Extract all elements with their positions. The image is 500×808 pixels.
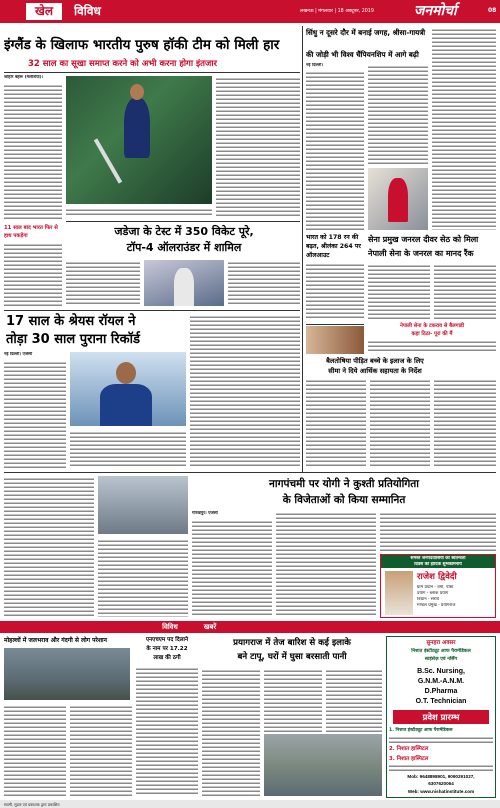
nepal-body-col1 xyxy=(368,263,430,321)
cake-headline-2: सीमा ने दिये आर्थिक सहायता के निर्देश xyxy=(328,367,422,375)
jadeja-headline-2: टॉप-4 ऑलराउंडर में शामिल xyxy=(126,241,242,254)
jadeja-headline: जडेजा के टेस्ट में 350 विकेट पूरे, xyxy=(114,225,254,238)
badminton-photo xyxy=(368,168,428,230)
divider xyxy=(4,310,300,311)
iyer-photo xyxy=(70,352,186,426)
ad-institute-name-2: साइंसेज़ एवं नर्सिंग xyxy=(424,657,458,662)
ad-contact-2: 2. निशात हास्पिटल xyxy=(389,746,429,752)
rajesh-ad xyxy=(380,554,496,618)
bharat-headline-2: बढ़त, श्रीलंका 264 पर xyxy=(306,243,361,250)
rain-body-col3 xyxy=(326,668,382,732)
left-rain-headline: मोहल्लों में जलभराव और गंदगी से लोग परेशान xyxy=(4,637,107,644)
nhm-headline-3: लाख की ठगी xyxy=(153,655,181,661)
divider xyxy=(4,72,300,73)
nhm-body xyxy=(136,666,198,796)
ad-institute-name: निशात इंस्टीट्यूट आफ पैरामेडिकल xyxy=(411,649,471,654)
rain-left-body-col1 xyxy=(4,704,66,796)
yogi-dateline: गोरखपुर। एजेंसी xyxy=(192,511,218,516)
iyer-body-col2 xyxy=(70,430,186,468)
badminton-headline-2: की जोड़ी भी विश्व चैंपियनशिप में आगे बढ़ी xyxy=(306,50,419,59)
nepal-sub-body xyxy=(368,339,496,351)
ad-website: Web: www.nishatinstitute.com xyxy=(407,789,475,794)
hockey-sidebar-head: 11 साल बाद भारत फिर से हाथ पकड़ेगा xyxy=(4,225,58,239)
bharat-headline-3: ऑलआउट xyxy=(306,252,330,259)
ad-contact-3-addr xyxy=(389,763,493,771)
ad-admission-banner: प्रवेश प्रारम्भ xyxy=(393,710,489,724)
nepal-subhead: नेपाली सेना के टकराव से बैलगाडी xyxy=(399,323,465,329)
jadeja-body-col3 xyxy=(228,260,300,306)
divider xyxy=(4,472,496,473)
yogi-headline: नागपंचमी पर योगी ने कुश्ती प्रतियोगिता xyxy=(269,478,419,490)
nepal-headline: सेना प्रमुख जनरल दीवर सेठ को मिला xyxy=(368,235,479,244)
yogi-body-col2 xyxy=(276,511,376,617)
iyer-headline-2: तोड़ा 30 साल पुराना रिकॉर्ड xyxy=(6,332,140,347)
rajesh-name: राजेश द्विवेदी xyxy=(417,572,457,582)
iyer-body-col1 xyxy=(4,360,66,468)
player-head xyxy=(130,84,144,100)
rajesh-line-1: ग्राम प्रधान - वर्मा, पोस्ट xyxy=(417,585,454,590)
rain-headline-2: बने टापू, घरों में घुसा बरसाती पानी xyxy=(237,652,347,662)
nhm-headline: एनएचएम पद दिलाने xyxy=(145,637,189,643)
divider xyxy=(306,324,364,325)
rajesh-photo xyxy=(385,571,413,615)
nepal-subhead-2: कहा ठिठा- पूरा की मैं xyxy=(411,331,453,337)
bharat-headline: भारत को 178 रन की xyxy=(306,234,359,241)
left-story-body-2 xyxy=(98,538,188,617)
yogi-body-col1 xyxy=(192,519,272,617)
rajesh-line-3: विधान - सराय xyxy=(417,597,440,602)
nepal-body-col2 xyxy=(434,263,496,321)
hockey-photo xyxy=(66,76,212,204)
section-label-khel: खेल xyxy=(26,3,62,20)
ad-greeting: समस्त जनपदवासियों को स्वतन्त्रता xyxy=(410,556,466,561)
nepal-headline-2: नेपाली सेना के जनरल का मानद रैंक xyxy=(368,249,474,258)
hockey-dateline: जोहोर बहरू (मलेशिया)। xyxy=(4,75,44,80)
yogi-body-col3 xyxy=(380,511,496,551)
cake-photo xyxy=(306,326,364,354)
hockey-body-col3 xyxy=(216,76,300,218)
hockey-stick xyxy=(94,138,122,183)
iyer-body-col3 xyxy=(190,314,300,468)
badminton-body-col2 xyxy=(368,64,428,164)
rain-headline: प्रयागराज में तेज बारिश से कई इलाके xyxy=(233,638,351,648)
ad-course-2: G.N.M.-A.N.M. xyxy=(417,678,465,685)
lower-section-bar xyxy=(0,621,500,633)
cake-headline: बैलतोषिया पीड़ित बच्चे के इलाज के लिए xyxy=(326,357,424,365)
lower-label-khabre: खबरें xyxy=(203,623,217,631)
divider xyxy=(66,221,300,222)
rain-body-col1 xyxy=(202,668,260,796)
iyer-head xyxy=(116,362,136,384)
dateline: लखनऊ | मंगलवार | 18 अक्टूबर, 2019 xyxy=(300,9,374,14)
nhm-headline-2: के नाम पर 17.22 xyxy=(146,646,188,652)
ad-greeting-2: दिवस की हार्दिक शुभकामनायें xyxy=(414,562,462,567)
right-column-body xyxy=(432,27,496,230)
rain-photo xyxy=(4,648,130,700)
hockey-headline: इंग्लैंड के खिलाफ भारतीय पुरुष हॉकी टीम को मिली हार xyxy=(4,37,280,53)
iyer-dateline: नई दिल्ली। एजेंसी xyxy=(4,352,33,357)
lower-label-vividh: विविध xyxy=(162,623,178,631)
badminton-dateline: नई दिल्ली। xyxy=(306,63,323,68)
hockey-body-col1 xyxy=(4,83,62,219)
cake-body-col2 xyxy=(370,378,430,468)
page-number: 08 xyxy=(488,7,497,14)
iyer-body xyxy=(100,384,152,426)
hockey-subhead: 32 साल का सूखा समाप्त करने को अभी करना होगा इंतजार xyxy=(28,59,218,69)
hockey-sidebar-body xyxy=(4,242,62,306)
left-story-photo xyxy=(98,476,188,534)
badminton-player xyxy=(388,178,408,222)
rain-body-col2 xyxy=(264,668,322,732)
badminton-body-col1 xyxy=(306,70,364,230)
institute-ad xyxy=(386,636,496,798)
hockey-photo-caption xyxy=(66,207,212,216)
masthead: जनमोर्चा xyxy=(414,3,457,19)
jadeja-body-col1 xyxy=(66,260,140,306)
ad-contact-1: 1. निशात इंस्टीट्यूट आफ पैरामेडिकल xyxy=(389,728,453,733)
column-divider xyxy=(302,26,303,472)
left-story-body xyxy=(4,476,94,617)
ad-course-3: D.Pharma xyxy=(424,688,458,695)
rajesh-line-2: प्रयाग - ब्लॉक प्रयाग xyxy=(417,591,449,596)
ad-mobile: Mob: 9648898901, 9090291027, xyxy=(407,774,475,779)
ad-sunahra: सुनहरा अवसर xyxy=(426,640,456,646)
badminton-headline: सिंधु न दूसरे दौर में बनाई जगह, श्रीसा-गायत्री xyxy=(306,28,426,37)
ad-contact-1-addr xyxy=(389,735,493,743)
footer-note: स्वामी, मुद्रक एवं प्रकाशक द्वारा प्रकाशित xyxy=(4,802,60,807)
flood-photo xyxy=(264,734,382,796)
cake-body-col1 xyxy=(306,378,366,468)
rajesh-line-4: मण्डल प्रमुख - प्रयागराज xyxy=(417,603,456,608)
bharat-body xyxy=(306,262,364,320)
section-label-vividh: विविध xyxy=(74,4,101,18)
yogi-headline-2: के विजेताओं को किया सम्मानित xyxy=(282,494,406,506)
iyer-headline: 17 साल के श्रेयस रॉयल ने xyxy=(6,314,136,329)
jadeja-figure xyxy=(174,268,194,306)
cake-body-col3 xyxy=(434,378,496,468)
player-figure xyxy=(124,98,150,158)
ad-mobile-2: 6307620064 xyxy=(428,781,454,786)
ad-course-1: B.Sc. Nursing, xyxy=(417,668,465,675)
jadeja-photo xyxy=(144,260,224,306)
ad-course-4: O.T. Technician xyxy=(415,698,467,705)
rain-left-body-col2 xyxy=(70,704,132,796)
ad-contact-3: 3. निशात हास्पिटल xyxy=(389,756,429,762)
